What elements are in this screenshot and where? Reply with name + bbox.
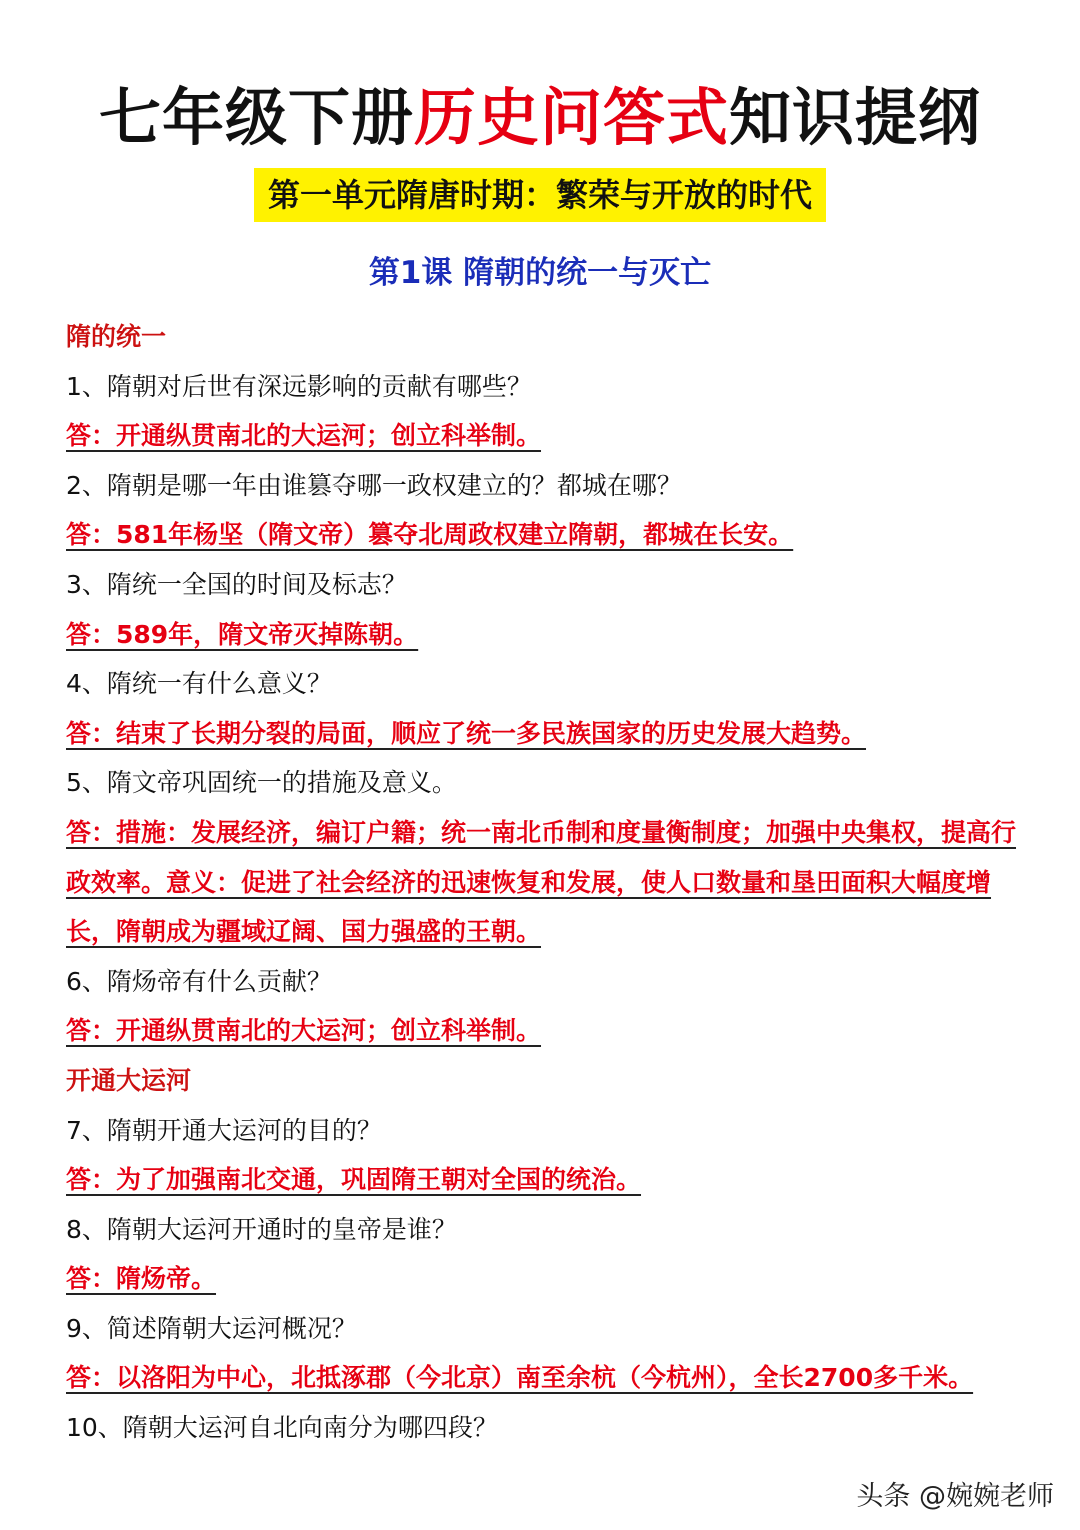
unit-heading-wrap xyxy=(0,168,1080,222)
answer-text: 答：隋炀帝。 xyxy=(66,1264,217,1294)
answer-text: 答：为了加强南北交通，巩固隋王朝对全国的统治。 xyxy=(66,1165,642,1195)
section-heading: 开通大运河 xyxy=(66,1065,192,1095)
question-item: 5、隋文帝巩固统一的措施及意义。 xyxy=(66,768,457,798)
answer-item xyxy=(66,510,1016,560)
qa-list xyxy=(66,312,1026,1453)
title-accent: 历史问答式 xyxy=(413,81,729,154)
question-item: 6、隋炀帝有什么贡献？ xyxy=(66,966,332,996)
answer-text: 答：开通纵贯南北的大运河；创立科举制。 xyxy=(66,1016,542,1046)
question-item: 3、隋统一全国的时间及标志？ xyxy=(66,569,407,599)
answer-text: 答：581年杨坚（隋文帝）篡夺北周政权建立隋朝，都城在长安。 xyxy=(66,520,794,550)
question-item: 9、简述隋朝大运河概况？ xyxy=(66,1313,357,1343)
title-suffix: 知识提纲 xyxy=(729,81,982,154)
unit-heading: 第一单元隋唐时期：繁荣与开放的时代 xyxy=(254,168,826,222)
title-prefix: 七年级下册 xyxy=(98,81,414,154)
question-item: 8、隋朝大运河开通时的皇帝是谁？ xyxy=(66,1214,457,1244)
question-item: 1、隋朝对后世有深远影响的贡献有哪些？ xyxy=(66,371,532,401)
question-item: 10、隋朝大运河自北向南分为哪四段？ xyxy=(66,1413,498,1443)
answer-text: 答：开通纵贯南北的大运河；创立科举制。 xyxy=(66,421,542,451)
page-title xyxy=(0,78,1080,158)
answer-item xyxy=(66,1155,1016,1205)
section-heading: 隋的统一 xyxy=(66,322,167,351)
question-item: 7、隋朝开通大运河的目的？ xyxy=(66,1115,382,1145)
answer-item xyxy=(66,709,1016,759)
answer-item xyxy=(66,1006,1016,1056)
answer-item xyxy=(66,1353,1016,1403)
answer-item xyxy=(66,1254,1016,1304)
answer-item xyxy=(66,808,1016,957)
answer-item xyxy=(66,610,1016,660)
lesson-heading: 第1课 隋朝的统一与灭亡 xyxy=(368,255,712,291)
answer-text: 答：结束了长期分裂的局面，顺应了统一多民族国家的历史发展大趋势。 xyxy=(66,718,867,748)
question-item: 2、隋朝是哪一年由谁篡夺哪一政权建立的？都城在哪？ xyxy=(66,470,682,500)
answer-item xyxy=(66,411,1016,461)
question-item: 4、隋统一有什么意义？ xyxy=(66,669,332,699)
answer-text: 答：以洛阳为中心，北抵涿郡（今北京）南至余杭（今杭州），全长2700多千米。 xyxy=(66,1363,974,1393)
answer-text: 答：措施：发展经济，编订户籍；统一南北币制和度量衡制度；加强中央集权，提高行政效率。意义：促进了社会经济的迅速恢复和发展，使人口数量和垦田面积大幅度增长，隋朝成为疆域辽阔、国力强盛的王朝。 xyxy=(66,817,1017,947)
answer-text: 答：589年，隋文帝灭掉陈朝。 xyxy=(66,619,419,649)
watermark: 头条 @婉婉老师 xyxy=(856,1481,1054,1512)
